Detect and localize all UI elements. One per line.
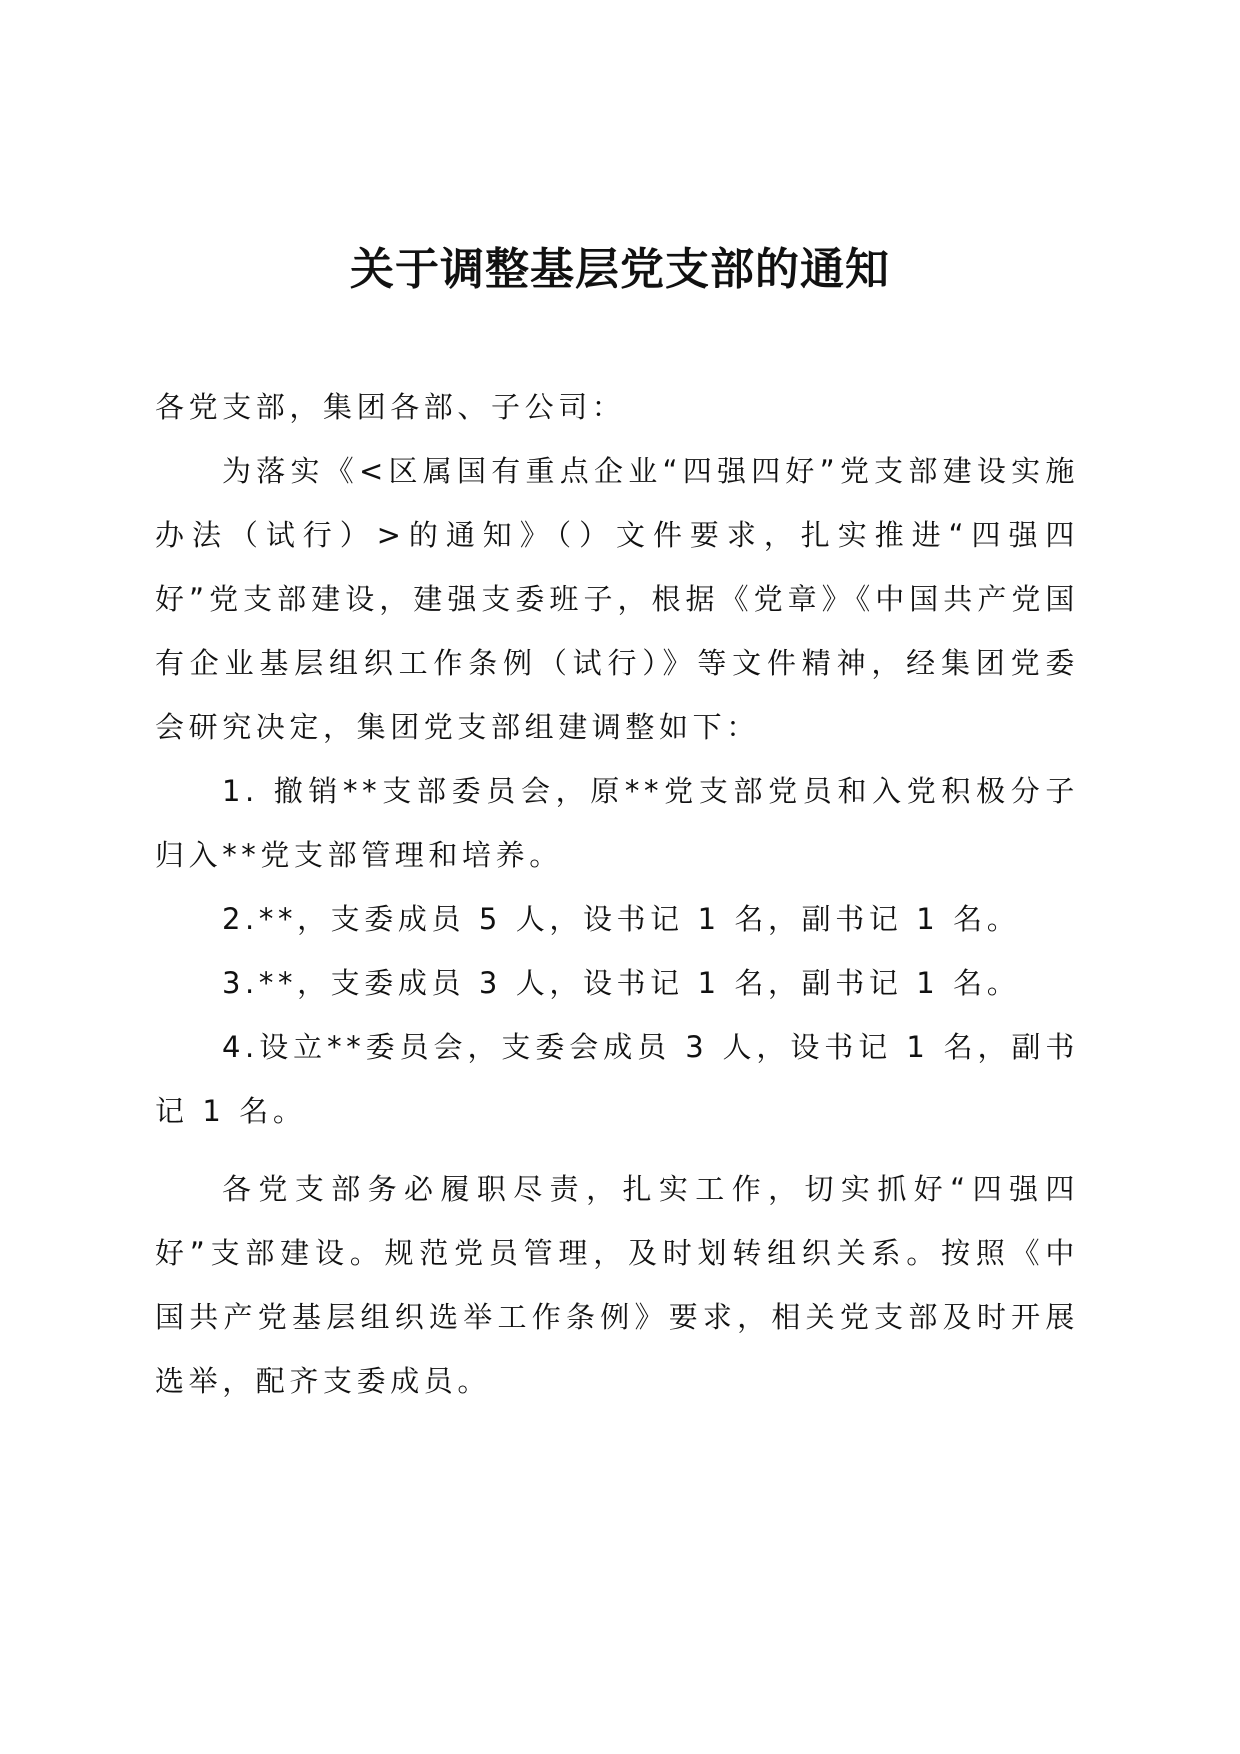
- list-item-3: 3.**，支委成员 3 人，设书记 1 名，副书记 1 名。: [222, 966, 1021, 1000]
- list-item-1: 1. 撤销**支部委员会，原**党支部党员和入党积极分子归入**党支部管理和培养。: [155, 774, 1079, 872]
- salutation: 各党支部，集团各部、子公司：: [155, 390, 626, 424]
- document-title: 关于调整基层党支部的通知: [350, 244, 890, 295]
- list-item-4: 4.设立**委员会，支委会成员 3 人，设书记 1 名，副书记 1 名。: [155, 1030, 1079, 1128]
- closing-paragraph: 各党支部务必履职尽责，扎实工作，切实抓好“四强四好”支部建设。规范党员管理，及时划转组织关系。按照《中国共产党基层组织选举工作条例》要求，相关党支部及时开展选举，配齐支委成员。: [155, 1172, 1079, 1398]
- document-body: [155, 375, 1079, 1413]
- list-item-2: 2.**，支委成员 5 人，设书记 1 名，副书记 1 名。: [222, 902, 1021, 936]
- intro-paragraph: 为落实《<区属国有重点企业“四强四好”党支部建设实施办法（试行）>的通知》（）文件要求，扎实推进“四强四好”党支部建设，建强支委班子，根据《党章》《中国共产党国有企业基层组织工作条例（试行）》等文件精神，经集团党委会研究决定，集团党支部组建调整如下：: [155, 454, 1079, 744]
